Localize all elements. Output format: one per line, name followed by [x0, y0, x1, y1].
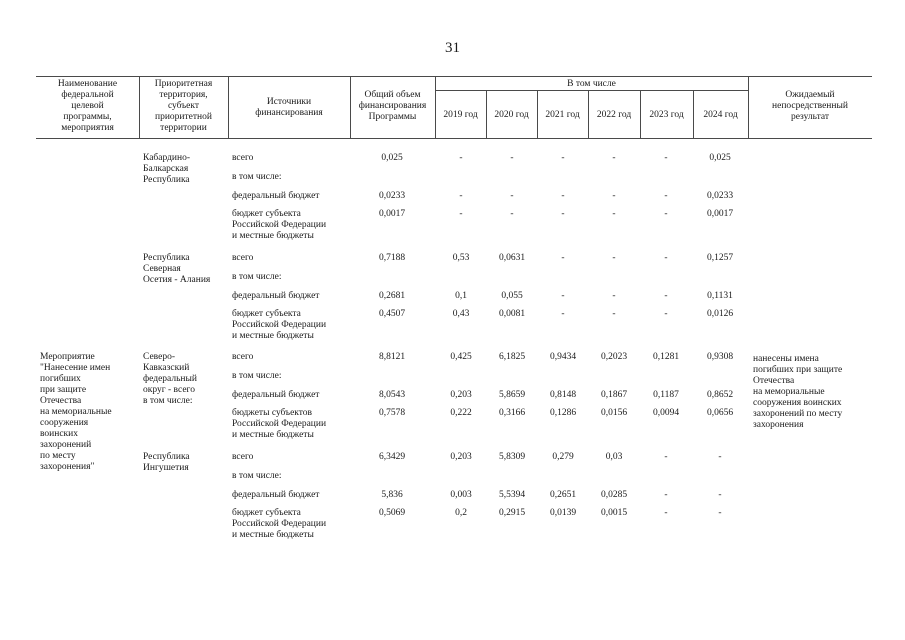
year-amount: -	[612, 291, 616, 301]
year-amount: 0,0139	[549, 508, 577, 518]
year-amount: 0,0017	[706, 209, 734, 219]
measure-name: захоронения"	[40, 462, 95, 472]
year-amount: 0,1131	[707, 291, 733, 301]
funding-source: федеральный бюджет	[232, 291, 320, 301]
measure-name: воинских	[40, 429, 79, 439]
funding-source: всего	[232, 352, 254, 362]
funding-source: и местные бюджеты	[232, 231, 314, 241]
year-amount: 0,1257	[706, 253, 734, 263]
total-amount: 0,025	[381, 153, 403, 163]
year-amount: 0,1	[455, 291, 467, 301]
year-amount: 0,425	[450, 352, 472, 362]
year-amount: 0,0285	[600, 490, 628, 500]
header-bottom-border	[36, 138, 872, 139]
year-amount: -	[664, 253, 668, 263]
year-amount: -	[561, 191, 565, 201]
year-amount: 0,003	[450, 490, 472, 500]
year-amount: 0,055	[501, 291, 523, 301]
expected-result: на мемориальные	[753, 387, 825, 397]
funding-source: федеральный бюджет	[232, 191, 320, 201]
year-amount: 6,1825	[498, 352, 526, 362]
year-amount: 0,222	[450, 408, 472, 418]
header-program-name: программы,	[63, 112, 112, 122]
year-amount: 0,203	[450, 452, 472, 462]
year-amount: -	[612, 253, 616, 263]
funding-source: всего	[232, 153, 254, 163]
year-amount: -	[459, 191, 463, 201]
year-amount: 0,025	[709, 153, 731, 163]
year-amount: 0,1286	[549, 408, 577, 418]
total-amount: 0,7188	[378, 253, 406, 263]
header-sources: Источники	[266, 97, 312, 107]
year-amount: -	[664, 309, 668, 319]
year-amount: 0,0081	[498, 309, 526, 319]
table-top-border	[36, 76, 872, 77]
header-total: Программы	[368, 112, 417, 122]
measure-name: на мемориальные	[40, 407, 112, 417]
funding-source: и местные бюджеты	[232, 430, 314, 440]
territory-name: Балкарская	[143, 164, 189, 174]
measure-name: захоронений	[40, 440, 92, 450]
expected-result: сооружения воинских	[753, 398, 842, 408]
measure-name: Мероприятие	[40, 352, 95, 362]
year-amount: -	[612, 209, 616, 219]
year-amount: -	[664, 452, 668, 462]
territory-name: Северная	[143, 264, 181, 274]
year-amount: 0,0156	[600, 408, 628, 418]
header-year: 2022 год	[596, 110, 632, 120]
header-year: 2020 год	[494, 110, 529, 120]
funding-source: бюджет субъекта	[232, 508, 301, 518]
year-amount: 0,8652	[706, 390, 734, 400]
year-amount: 0,2023	[600, 352, 628, 362]
year-amount: -	[718, 508, 722, 518]
year-amount: 0,2915	[498, 508, 526, 518]
year-amount: 0,0126	[706, 309, 734, 319]
territory-name: Кабардино-	[143, 153, 191, 163]
year-amount: -	[459, 209, 463, 219]
header-expected-result: результат	[790, 112, 830, 122]
territory-name: Республика	[143, 175, 190, 185]
total-amount: 8,0543	[378, 390, 406, 400]
header-total: финансирования	[358, 101, 427, 111]
year-amount: 0,0631	[498, 253, 526, 263]
header-year: 2024 год	[703, 110, 738, 120]
year-amount: 0,0015	[600, 508, 628, 518]
year-amount: -	[561, 291, 565, 301]
header-program-name: мероприятия	[61, 123, 114, 133]
funding-source: в том числе:	[232, 471, 282, 481]
year-amount: 0,0094	[652, 408, 680, 418]
year-amount: -	[664, 291, 668, 301]
year-amount: -	[561, 309, 565, 319]
year-amount: 5,8659	[498, 390, 526, 400]
territory-name: федеральный	[143, 374, 197, 384]
funding-source: в том числе:	[232, 272, 282, 282]
territory-name: Кавказский	[143, 363, 190, 373]
year-amount: 0,2651	[549, 490, 577, 500]
header-total: Общий объем	[364, 90, 421, 100]
header-territory: Приоритетная	[154, 79, 213, 89]
total-amount: 0,4507	[378, 309, 406, 319]
header-program-name: федеральной	[61, 90, 114, 100]
expected-result: захоронения	[753, 420, 804, 430]
total-amount: 8,8121	[378, 352, 406, 362]
year-amount: -	[718, 452, 722, 462]
territory-name: в том числе:	[143, 396, 193, 406]
funding-source: бюджеты субъектов	[232, 408, 313, 418]
year-amount: -	[510, 191, 514, 201]
year-amount: -	[664, 490, 668, 500]
funding-source: и местные бюджеты	[232, 331, 314, 341]
year-amount: 0,9434	[549, 352, 577, 362]
territory-name: Осетия - Алания	[143, 275, 211, 285]
territory-name: Республика	[143, 452, 190, 462]
total-amount: 0,7578	[378, 408, 406, 418]
year-amount: -	[459, 153, 463, 163]
header-territory: территории	[160, 123, 207, 133]
header-including: В том числе	[567, 79, 616, 89]
measure-name: Отечества	[40, 396, 82, 406]
year-amount: -	[612, 191, 616, 201]
measure-name: по месту	[40, 451, 76, 461]
year-amount: 0,0233	[706, 191, 734, 201]
funding-source: всего	[232, 253, 254, 263]
funding-source: Российской Федерации	[232, 419, 327, 429]
year-amount: -	[510, 209, 514, 219]
total-amount: 0,0017	[378, 209, 406, 219]
header-territory: приоритетной	[155, 112, 212, 122]
header-expected-result: Ожидаемый	[785, 90, 835, 100]
measure-name: "Нанесение имен	[40, 363, 111, 373]
year-amount: 0,2	[455, 508, 467, 518]
funding-source: и местные бюджеты	[232, 530, 314, 540]
year-amount: -	[664, 209, 668, 219]
year-amount: 0,279	[552, 452, 574, 462]
territory-name: округ - всего	[143, 385, 195, 395]
expected-result: погибших при защите	[753, 365, 843, 375]
header-sources: финансирования	[255, 108, 323, 118]
expected-result: Отечества	[753, 376, 795, 386]
territory-name: Республика	[143, 253, 190, 263]
header-expected-result: непосредственный	[772, 101, 848, 111]
year-amount: -	[664, 191, 668, 201]
measure-name: сооружения	[40, 418, 89, 428]
total-amount: 5,836	[381, 490, 403, 500]
year-amount: -	[510, 153, 514, 163]
year-amount: -	[612, 309, 616, 319]
year-amount: 0,1281	[652, 352, 680, 362]
measure-name: при защите	[40, 385, 87, 395]
page-number: 31	[445, 40, 460, 56]
year-amount: 0,03	[605, 452, 623, 462]
year-amount: 0,1867	[600, 390, 628, 400]
expected-result: нанесены имена	[753, 354, 819, 364]
year-amount: -	[664, 508, 668, 518]
year-amount: 0,0656	[706, 408, 734, 418]
funding-source: в том числе:	[232, 371, 282, 381]
year-amount: 0,53	[452, 253, 470, 263]
total-amount: 0,0233	[378, 191, 406, 201]
funding-source: федеральный бюджет	[232, 390, 320, 400]
measure-name: погибших	[40, 374, 81, 384]
header-territory: субъект	[167, 101, 200, 111]
header-year: 2023 год	[649, 110, 684, 120]
territory-name: Северо-	[143, 352, 175, 362]
year-amount: -	[718, 490, 722, 500]
year-amount: 0,43	[452, 309, 470, 319]
funding-source: бюджет субъекта	[232, 309, 301, 319]
year-amount: 5,5394	[498, 490, 526, 500]
funding-source: Российской Федерации	[232, 220, 327, 230]
expected-result: захоронений по месту	[753, 409, 843, 419]
year-amount: 5,8309	[498, 452, 526, 462]
funding-source: в том числе:	[232, 172, 282, 182]
including-divider	[435, 90, 748, 91]
year-amount: 0,8148	[549, 390, 577, 400]
year-amount: -	[561, 253, 565, 263]
header-program-name: целевой	[71, 101, 104, 111]
total-amount: 0,5069	[378, 508, 406, 518]
total-amount: 6,3429	[378, 452, 406, 462]
funding-source: федеральный бюджет	[232, 490, 320, 500]
header-program-name: Наименование	[57, 79, 118, 89]
year-amount: -	[612, 153, 616, 163]
year-amount: 0,3166	[498, 408, 526, 418]
year-amount: 0,9308	[706, 352, 734, 362]
funding-source: бюджет субъекта	[232, 209, 301, 219]
year-amount: 0,1187	[653, 390, 679, 400]
year-amount: -	[561, 153, 565, 163]
year-amount: -	[561, 209, 565, 219]
funding-source: Российской Федерации	[232, 519, 327, 529]
year-amount: -	[664, 153, 668, 163]
total-amount: 0,2681	[378, 291, 406, 301]
funding-source: всего	[232, 452, 254, 462]
header-year: 2019 год	[443, 110, 478, 120]
territory-name: Ингушетия	[143, 463, 189, 473]
year-amount: 0,203	[450, 390, 472, 400]
header-year: 2021 год	[545, 110, 580, 120]
header-territory: территория,	[159, 90, 208, 100]
funding-source: Российской Федерации	[232, 320, 327, 330]
